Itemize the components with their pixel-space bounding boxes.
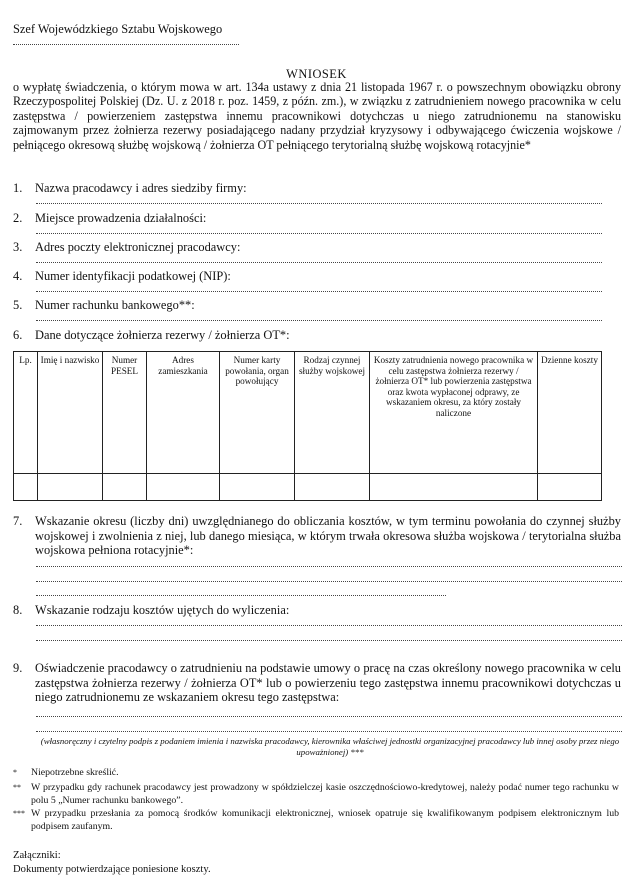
table-cell[interactable] bbox=[370, 474, 538, 501]
item-number: 2. bbox=[13, 211, 23, 225]
document-title: WNIOSEK bbox=[286, 67, 347, 81]
table-cell[interactable] bbox=[103, 474, 147, 501]
column-header-service-type: Rodzaj czynnej służby wojskowej bbox=[295, 352, 370, 474]
item-label: Miejsce prowadzenia działalności: bbox=[35, 211, 207, 225]
item-number: 9. bbox=[13, 661, 23, 675]
item-number: 6. bbox=[13, 328, 23, 342]
table-cell[interactable] bbox=[38, 474, 103, 501]
employer-name-field[interactable] bbox=[36, 203, 602, 204]
footnote-1 bbox=[13, 767, 623, 780]
signature-field-line[interactable] bbox=[36, 731, 622, 732]
soldier-data-table bbox=[13, 351, 602, 501]
column-header-costs: Koszty zatrudnienia nowego pracownika w celu zastępstwa żołnierza rezerwy / żołnierza OT* lub powierzenia zastępstwa oraz kwota wypłaconej odprawy, ze wskazaniem okresu, za który zostały naliczone bbox=[370, 352, 538, 474]
item-number: 8. bbox=[13, 603, 23, 617]
item-number: 7. bbox=[13, 514, 23, 528]
nip-field[interactable] bbox=[36, 291, 602, 292]
item-number: 1. bbox=[13, 181, 23, 195]
item-8 bbox=[13, 603, 621, 618]
column-header-card-number: Numer karty powołania, organ powołujący bbox=[220, 352, 295, 474]
table-cell[interactable] bbox=[14, 474, 38, 501]
item-label: Oświadczenie pracodawcy o zatrudnieniu na podstawie umowy o pracę na czas określony nowego pracownika w celu zastępstwa żołnierza rezerwy / żołnierza OT* lub o powierzeniu tego zastępstwa innemu pracownikowi dotychczas u niego zatrudnionemu ze wskazaniem okresu tego zastępstwa: bbox=[35, 661, 621, 704]
item-label: Dane dotyczące żołnierza rezerwy / żołnierza OT*: bbox=[35, 328, 290, 342]
item-4 bbox=[13, 269, 621, 284]
bank-account-field[interactable] bbox=[36, 320, 602, 321]
column-header-pesel: Numer PESEL bbox=[103, 352, 147, 474]
signature-caption: (własnoręczny i czytelny podpis z podaniem imienia i nazwiska pracodawcy, kierownika właściwej jednostki organizacyjnej pracodawcy lub innej osoby przez niego upoważnionej) *** bbox=[40, 736, 620, 757]
item-1 bbox=[13, 181, 621, 196]
table-row bbox=[14, 474, 602, 501]
cost-type-field-line-2[interactable] bbox=[36, 640, 622, 641]
column-header-lp: Lp. bbox=[14, 352, 38, 474]
item-label: Nazwa pracodawcy i adres siedziby firmy: bbox=[35, 181, 247, 195]
table-cell[interactable] bbox=[538, 474, 602, 501]
item-label: Adres poczty elektronicznej pracodawcy: bbox=[35, 240, 241, 254]
item-number: 4. bbox=[13, 269, 23, 283]
item-number: 3. bbox=[13, 240, 23, 254]
footnote-mark: *** bbox=[13, 809, 25, 818]
column-header-address: Adres zamieszkania bbox=[147, 352, 220, 474]
table-cell[interactable] bbox=[295, 474, 370, 501]
item-3 bbox=[13, 240, 621, 255]
period-field-line-3[interactable] bbox=[36, 595, 446, 596]
office-signature-line[interactable] bbox=[13, 44, 239, 45]
attachments-text: Dokumenty potwierdzające poniesione koszty. bbox=[13, 864, 211, 875]
item-7 bbox=[13, 514, 621, 558]
intro-paragraph: o wypłatę świadczenia, o którym mowa w art. 134a ustawy z dnia 21 listopada 1967 r. o powszechnym obowiązku obrony Rzeczypospolitej Polskiej (Dz. U. z 2018 r. poz. 1459, z późn. zm.), w związku z zatrudnieniem nowego pracownika w celu zastępstwa / powierzeniem zastępstwa innemu pracownikowi dotychczas u niego zatrudnionemu na stanowisku zajmowanym przez żołnierza rezerwy posiadającego nadany przydział kryzysowy i odbywającego ćwiczenia wojskowe / pełniącego okresową służbę wojskową / żołnierza OT pełniącego terytorialną służbę wojskową rotacyjnie* bbox=[13, 80, 621, 152]
column-header-daily-costs: Dzienne koszty bbox=[538, 352, 602, 474]
office-title: Szef Wojewódzkiego Sztabu Wojskowego bbox=[13, 22, 223, 36]
column-header-name: Imię i nazwisko bbox=[38, 352, 103, 474]
table-cell[interactable] bbox=[147, 474, 220, 501]
item-label: Wskazanie rodzaju kosztów ujętych do wyliczenia: bbox=[35, 603, 290, 617]
footnote-mark: * bbox=[13, 768, 17, 777]
item-2 bbox=[13, 211, 621, 226]
item-9 bbox=[13, 661, 621, 705]
attachments-title: Załączniki: bbox=[13, 850, 61, 861]
email-field[interactable] bbox=[36, 262, 602, 263]
table-cell[interactable] bbox=[220, 474, 295, 501]
footnote-text: Niepotrzebne skreślić. bbox=[31, 767, 119, 778]
item-label: Numer rachunku bankowego**: bbox=[35, 298, 195, 312]
item-label: Numer identyfikacji podatkowej (NIP): bbox=[35, 269, 231, 283]
footnote-3 bbox=[13, 808, 623, 833]
item-6 bbox=[13, 328, 621, 343]
period-field-line-1[interactable] bbox=[36, 566, 622, 567]
footnote-mark: ** bbox=[13, 783, 21, 792]
item-5 bbox=[13, 298, 621, 313]
table-header-row bbox=[14, 352, 602, 474]
cost-type-field-line-1[interactable] bbox=[36, 625, 622, 626]
item-label: Wskazanie okresu (liczby dni) uwzględnianego do obliczania kosztów, w tym terminu powołania do czynnej służby wojskowej i zwolnienia z niej, lub danego miesiąca, w którym trwała okresowa służba wojskowa / terytorialna służba wojskowa pełniona rotacyjnie*: bbox=[35, 514, 621, 557]
item-number: 5. bbox=[13, 298, 23, 312]
footnote-text: W przypadku gdy rachunek pracodawcy jest prowadzony w spółdzielczej kasie oszczędnościowo-kredytowej, należy podać numer tego rachunku w polu 5 „Numer rachunku bankowego”. bbox=[31, 782, 619, 806]
statement-field-line[interactable] bbox=[36, 716, 622, 717]
business-location-field[interactable] bbox=[36, 233, 602, 234]
footnote-text: W przypadku przesłania za pomocą środków komunikacji elektronicznej, wniosek opatruje się kwalifikowanym podpisem elektronicznym lub podpisem zaufanym. bbox=[31, 808, 619, 832]
period-field-line-2[interactable] bbox=[36, 581, 622, 582]
footnote-2 bbox=[13, 782, 623, 807]
